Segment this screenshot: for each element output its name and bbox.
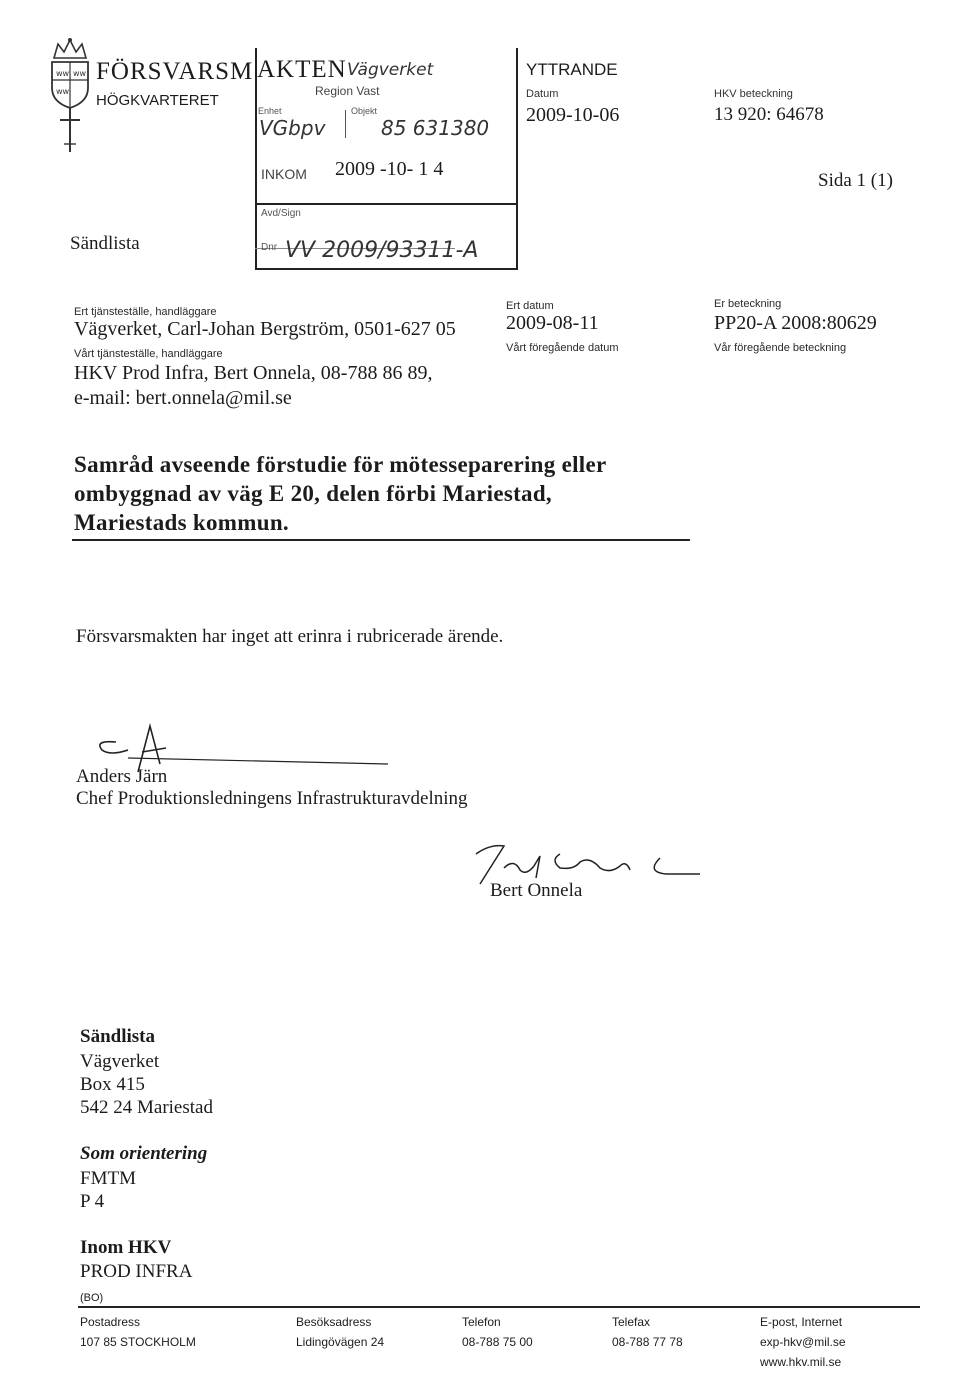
recipient-top: Sändlista — [70, 233, 140, 254]
stamp-enhet-value: VGbpv — [259, 116, 326, 140]
our-contact-label: Vårt tjänsteställe, handläggare — [74, 348, 223, 360]
received-stamp — [255, 48, 518, 270]
footer-phone — [462, 1312, 533, 1352]
signer-name: Anders Järn — [76, 766, 168, 787]
var-beteckning-label: Vår föregående beteckning — [714, 342, 847, 354]
footer-email-label: E-post, Internet — [760, 1315, 843, 1329]
footer-phone-label: Telefon — [462, 1315, 501, 1329]
stamp-title: AKTEN — [257, 56, 347, 83]
footer-fax — [612, 1312, 683, 1352]
orientation-line: P 4 — [80, 1191, 105, 1212]
footer-postal-value: 107 85 STOCKHOLM — [80, 1335, 196, 1349]
crest-logo — [46, 36, 94, 158]
stamp-inkom-label: INKOM — [261, 166, 307, 182]
orientation-line: FMTM — [80, 1168, 136, 1189]
footer-fax-value: 08-788 77 78 — [612, 1335, 683, 1349]
footer-email — [760, 1312, 846, 1372]
their-contact: Vägverket, Carl-Johan Bergström, 0501-627 05 — [74, 318, 456, 340]
subject-line2: ombyggnad av väg E 20, delen förbi Mariestad, — [74, 481, 552, 506]
stamp-objekt-value: 85 631380 — [381, 116, 490, 140]
svg-text:ww: ww — [56, 69, 70, 78]
footer-visit-label: Besöksadress — [296, 1315, 372, 1329]
vart-datum-label: Vårt föregående datum — [506, 342, 619, 354]
doc-type: YTTRANDE — [526, 60, 618, 79]
page-number: Sida 1 (1) — [818, 170, 893, 191]
subject-line1: Samråd avseende förstudie för mötesseparering eller — [74, 452, 607, 477]
er-beteckning: PP20-A 2008:80629 — [714, 312, 877, 334]
stamp-dnr-value: VV 2009/93311-A — [285, 238, 479, 263]
distribution-title: Sändlista — [80, 1026, 155, 1047]
our-contact-line1: HKV Prod Infra, Bert Onnela, 08-788 86 89, — [74, 362, 433, 384]
second-name: Bert Onnela — [490, 880, 583, 901]
stamp-inkom-date: 2009 -10- 1 4 — [335, 158, 444, 180]
hkv-ref: 13 920: 64678 — [714, 104, 824, 125]
footer-postal-label: Postadress — [80, 1315, 141, 1329]
signer-title: Chef Produktionsledningens Infrastrukturavdelning — [76, 788, 468, 809]
hkv-ref-label: HKV beteckning — [714, 88, 793, 100]
footer-visit — [296, 1312, 384, 1352]
footer-code: (BO) — [80, 1292, 104, 1304]
internal-title: Inom HKV — [80, 1237, 172, 1258]
org-subtitle: HÖGKVARTERET — [96, 92, 219, 109]
their-contact-label: Ert tjänsteställe, handläggare — [74, 306, 217, 318]
org-name: FÖRSVARSM — [96, 58, 254, 85]
body-text: Försvarsmakten har inget att erinra i rubricerade ärende. — [76, 626, 504, 647]
stamp-dnr-label: Dnr — [261, 242, 278, 253]
distribution-line: Vägverket — [80, 1051, 160, 1072]
distribution-line: Box 415 — [80, 1074, 145, 1095]
svg-text:ww: ww — [73, 69, 87, 78]
footer-email-value[interactable]: exp-hkv@mil.se — [760, 1335, 846, 1349]
footer-website[interactable]: www.hkv.mil.se — [760, 1355, 842, 1369]
footer-postal — [80, 1312, 196, 1352]
stamp-enhet-label: Enhet — [258, 106, 282, 116]
er-beteckning-label: Er beteckning — [714, 298, 782, 310]
svg-text:ww: ww — [56, 87, 70, 96]
document-date: 2009-10-06 — [526, 104, 620, 126]
er-datum-label: Ert datum — [506, 300, 554, 312]
stamp-objekt-label: Objekt — [351, 106, 378, 116]
stamp-region: Region Vast — [315, 84, 380, 98]
our-contact-line2: e-mail: bert.onnela@mil.se — [74, 387, 292, 409]
orientation-title: Som orientering — [80, 1143, 208, 1164]
distribution-line: 542 24 Mariestad — [80, 1097, 213, 1118]
date-label: Datum — [526, 88, 559, 100]
stamp-org: Vägverket — [347, 60, 434, 80]
internal-line: PROD INFRA — [80, 1261, 193, 1282]
stamp-avd-label: Avd/Sign — [261, 208, 301, 219]
footer-phone-value: 08-788 75 00 — [462, 1335, 533, 1349]
subject-underline — [72, 539, 690, 541]
subject-line3: Mariestads kommun. — [74, 510, 289, 535]
footer-fax-label: Telefax — [612, 1315, 651, 1329]
footer-rule — [78, 1306, 920, 1308]
er-datum: 2009-08-11 — [506, 312, 599, 334]
footer-visit-value: Lidingövägen 24 — [296, 1335, 385, 1349]
